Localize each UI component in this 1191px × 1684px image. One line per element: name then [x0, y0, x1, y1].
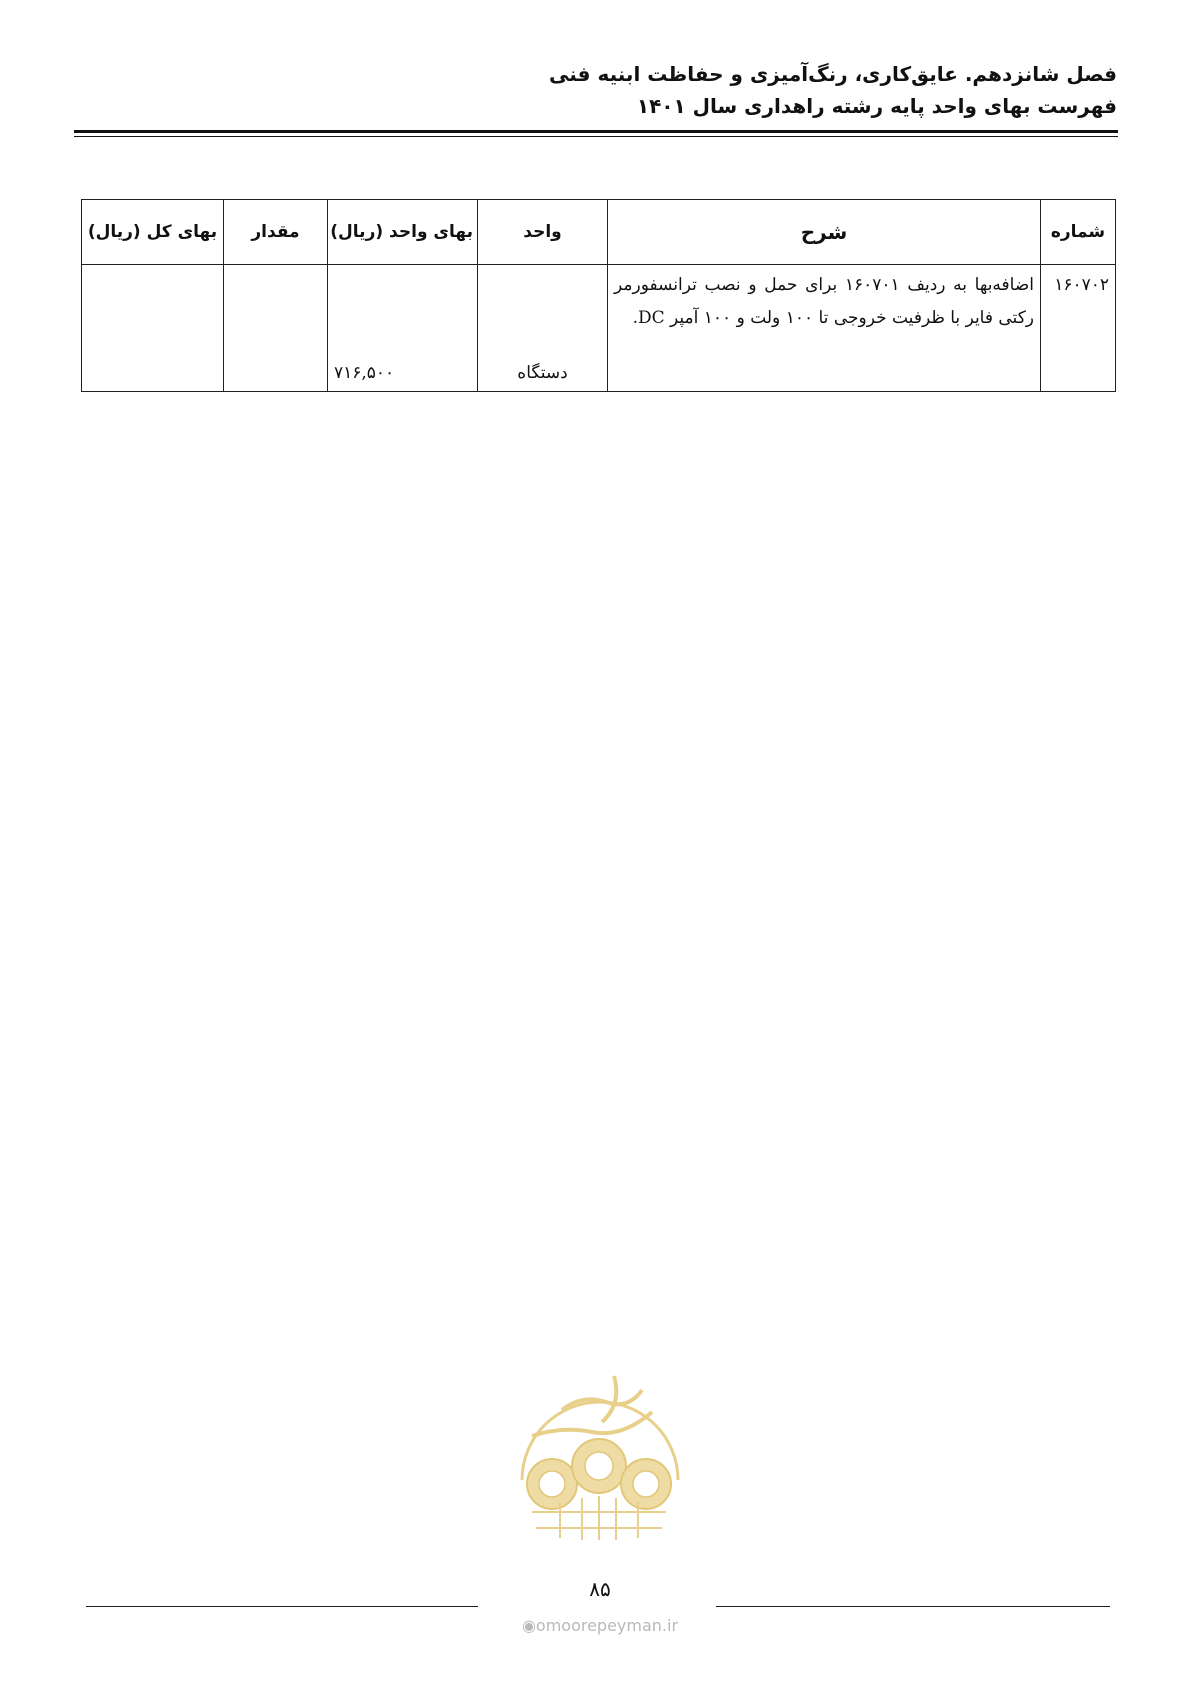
chapter-title: فصل شانزدهم. عایق‌کاری، رنگ‌آمیزی و حفاظت ابنیه فنی [549, 62, 1117, 86]
row-unit-price: ۷۱۶,۵۰۰ [328, 265, 478, 392]
globe-icon: ◉ [521, 1616, 536, 1635]
col-header-unit-price: بهای واحد (ریال) [328, 200, 478, 265]
table-header-row [82, 200, 1116, 265]
page-number: ۸۵ [589, 1577, 611, 1601]
row-total-price [82, 265, 224, 392]
table-row [82, 265, 1116, 392]
row-quantity [224, 265, 328, 392]
col-header-quantity: مقدار [224, 200, 328, 265]
price-table [81, 199, 1116, 392]
col-header-description: شرح [608, 200, 1041, 265]
col-header-code: شماره [1041, 200, 1116, 265]
col-header-total-price: بهای کل (ریال) [82, 200, 224, 265]
header-rule-thin [74, 136, 1118, 137]
row-description: اضافه‌بها به ردیف ۱۶۰۷۰۱ برای حمل و نصب ترانسفورمر رکتی فایر با ظرفیت خروجی تا ۱۰۰ ولت و ۱۰۰ آمپر DC. [608, 265, 1041, 392]
website-url [500, 1616, 700, 1635]
footer-rule-left [86, 1606, 478, 1607]
watermark-logo [502, 1352, 696, 1542]
row-unit: دستگاه [478, 265, 608, 392]
col-header-unit: واحد [478, 200, 608, 265]
header-rule-thick [74, 130, 1118, 133]
website-text: omoorepeyman.ir [535, 1616, 679, 1635]
page-header [549, 58, 1117, 122]
price-list-title: فهرست بهای واحد پایه رشته راهداری سال ۱۴۰۱ [636, 94, 1117, 118]
footer-rule-right [716, 1606, 1110, 1607]
row-code: ۱۶۰۷۰۲ [1041, 265, 1116, 392]
